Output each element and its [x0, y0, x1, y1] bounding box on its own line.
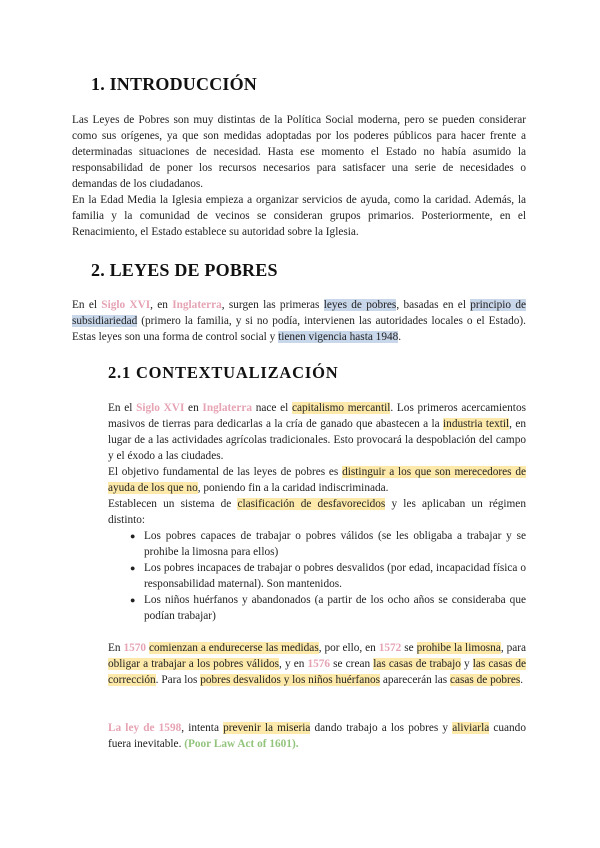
bullet-icon: ●	[130, 531, 136, 541]
context-paragraph-1: En el Siglo XVI en Inglaterra nace el capitalismo mercantil. Los primeros acercamientos masivos de tierras para dedicarlas a la cría de ganado que abastecen a la industria textil, en lugar de a las actividades agrícolas tradicionales. Esto provocará la despoblación del campo y el éxodo a las ciudades.	[108, 402, 527, 463]
context-paragraph-4: En 1570 comienzan a endurecerse las medidas, por ello, en 1572 se prohibe la limosna, para obligar a trabajar a los pobres válidos, y en 1576 se crean las casas de trabajo y las casas de corrección. Para los pobres desvalidos y los niños huérfanos aparecerán las casas de pobres.	[108, 642, 527, 687]
highlight-vigencia: tienen vigencia hasta 1948	[278, 331, 399, 344]
list-item: ● Los niños huérfanos y abandonados (a partir de los ocho años se consideraba que podían trabajar)	[130, 594, 526, 623]
context-paragraph-5: La ley de 1598, intenta prevenir la miseria dando trabajo a los pobres y aliviarla cuando fuera inevitable. (Poor Law Act of 1601).	[108, 722, 526, 751]
poor-law-act-label: (Poor Law Act of 1601)	[184, 738, 296, 751]
year-label: 1576	[307, 658, 331, 671]
section-title-leyes-de-pobres: 2. LEYES DE POBRES	[91, 260, 278, 280]
highlight-casas-trabajo: las casas de trabajo	[373, 658, 461, 671]
section-title-introduccion: 1. INTRODUCCIÓN	[91, 74, 258, 94]
list-item: ● Los pobres incapaces de trabajar o pobres desvalidos (por edad, incapacidad física o responsabilidad maternal). Son mantenidos.	[130, 562, 526, 591]
year-label: 1572	[378, 642, 402, 654]
century-label: Siglo XVI	[101, 299, 151, 311]
highlight-endurecer: comienzan a endurecerse las medidas	[148, 642, 319, 654]
highlight-prevenir: prevenir la miseria	[223, 722, 311, 734]
poor-classification-list	[108, 528, 526, 625]
highlight-industria: industria textil	[443, 418, 510, 431]
highlight-capitalismo: capitalismo mercantil	[291, 402, 391, 414]
highlight-obligar: obligar a trabajar a los pobres válidos	[108, 658, 280, 671]
law-label: La ley de 1598	[108, 722, 182, 734]
bullet-icon: ●	[130, 595, 136, 606]
highlight-clasificacion: clasificación de desfavorecidos	[237, 498, 386, 510]
year-label: 1570	[123, 642, 147, 654]
highlight-desvalidos: pobres desvalidos y los niños huérfanos	[200, 674, 381, 687]
list-item: ● Los pobres capaces de trabajar o pobres válidos (se les obligaba a trabajar y se prohibe la limosna para ellos)	[130, 530, 526, 559]
bullet-icon: ●	[130, 563, 136, 574]
leyes-paragraph: En el Siglo XVI, en Inglaterra, surgen las primeras leyes de pobres, basadas en el principio de subsidiariedad (primero la familia, y si no podía, intervienen las autoridades locales o el Estado). Estas leyes son una forma de control social y tienen vigencia hasta 1948.	[72, 299, 526, 344]
highlight-objetivo: distinguir a los que son merecedores de ayuda de los que no	[108, 466, 526, 495]
context-paragraph-2: El objetivo fundamental de las leyes de pobres es distinguir a los que son merecedores de ayuda de los que no, poniendo fin a la caridad indiscriminada.	[108, 466, 526, 495]
context-paragraph-3: Establecen un sistema de clasificación de desfavorecidos y les aplicaban un régimen distinto:	[108, 498, 526, 527]
intro-paragraph-1: Las Leyes de Pobres son muy distintas de la Política Social moderna, pero se pueden considerar como sus orígenes, ya que son medidas adoptadas por los poderes públicos para hacer frente a determinadas situaciones de necesidad. Hasta ese momento el Estado no había asumido la responsabilidad de poner los recursos necesarios para satisfacer una serie de necesidades o demandas de los ciudadanos.	[72, 114, 526, 191]
country-label: Inglaterra	[172, 299, 222, 311]
highlight-aliviarla: aliviarla	[452, 722, 490, 734]
highlight-leyes: leyes de pobres	[323, 299, 397, 311]
highlight-casas-correccion: las casas de corrección	[108, 658, 527, 687]
century-label: Siglo XVI	[136, 402, 185, 414]
highlight-subsidiariedad: principio de subsidiariedad	[72, 299, 526, 328]
country-label: Inglaterra	[202, 402, 252, 414]
intro-paragraph-2: En la Edad Media la Iglesia empieza a organizar servicios de ayuda, como la caridad. Además, la familia y la comunidad de vecinos se consideran grupos primarios. Posteriormente, en el Renacimiento, el Estado establece su autoridad sobre la Iglesia.	[72, 194, 526, 239]
highlight-limosna: prohibe la limosna	[416, 642, 501, 654]
subsection-title-contextualizacion: 2.1 CONTEXTUALIZACIÓN	[108, 363, 339, 382]
highlight-casas-pobres: casas de pobres	[449, 674, 521, 687]
